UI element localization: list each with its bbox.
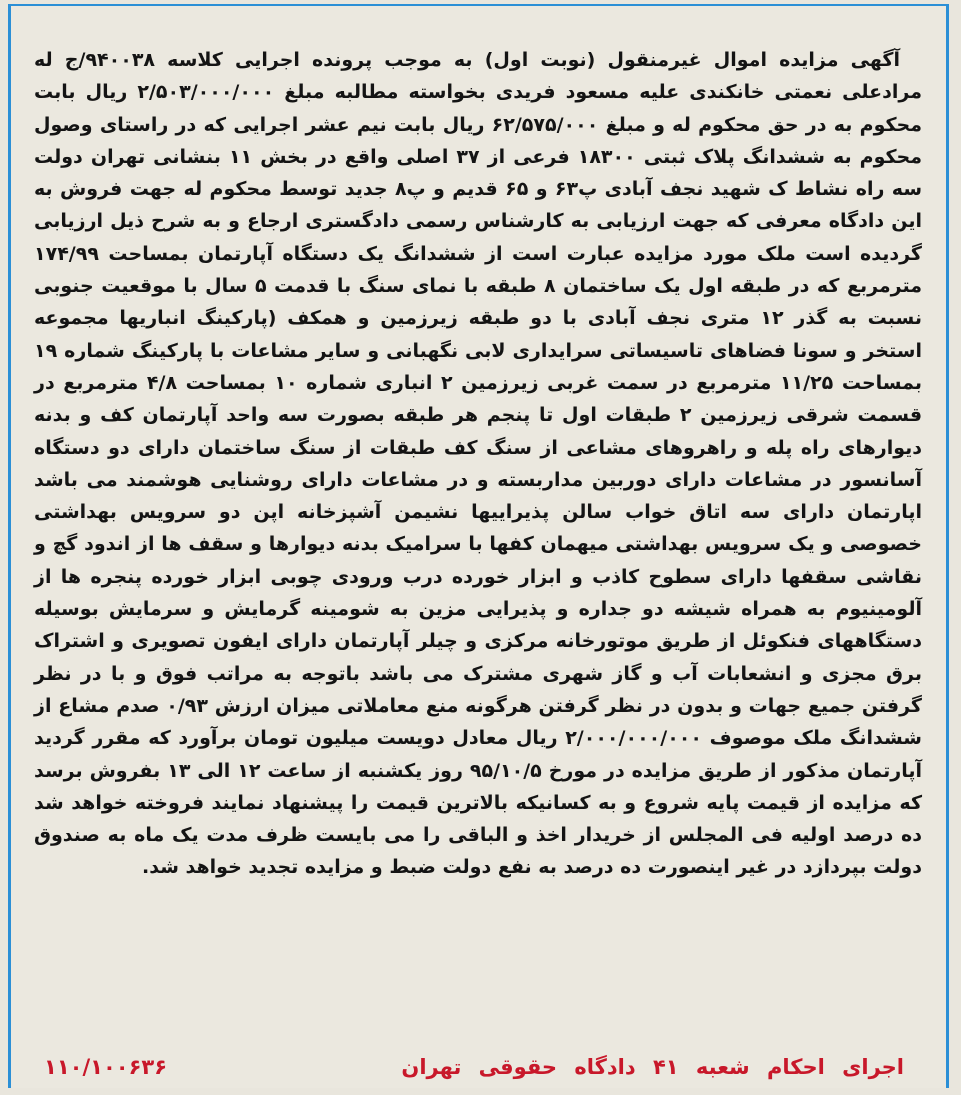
auction-notice <box>34 44 922 884</box>
issuer-signature: اجرای احکام شعبه ۴۱ دادگاه حقوقی تهران <box>401 1055 904 1079</box>
notice-body: آگهی مزایده اموال غیرمنقول (نوبت اول) به موجب پرونده اجرایی کلاسه ۹۴۰۰۳۸/ج له مرادعلی نعمتی خانکندی علیه مسعود فریدی بخواسته مطالبه مبلغ ۲/۵۰۳/۰۰۰/۰۰۰ ریال بابت محکوم به در حق محکوم له و مبلغ ۶۲/۵۷۵/۰۰۰ ریال بابت نیم عشر اجرایی که در راستای وصول محکوم به ششدانگ پلاک ثبتی ۱۸۳۰۰ فرعی از ۳۷ اصلی واقع در بخش ۱۱ بنشانی تهران دولت سه راه نشاط ک شهید نجف آبادی پ۶۳ و ۶۵ قدیم و پ۸ جدید توسط محکوم له جهت فروش به این دادگاه معرفی که جهت ارزیابی به کارشناس رسمی دادگستری ارجاع و به شرح ذیل ارزیابی گردیده است ملک مورد مزایده عبارت است از ششدانگ یک دستگاه آپارتمان بمساحت ۱۷۴/۹۹ مترمربع که در طبقه اول یک ساختمان ۸ طبقه با نمای سنگ با قدمت ۵ سال با موقعیت جنوبی نسبت به گذر ۱۲ متری نجف آبادی با دو طبقه زیرزمین و همکف (پارکینگ انباریها مجموعه استخر و سونا فضاهای تاسیساتی سرایداری لابی نگهبانی و سایر مشاعات با پارکینگ شماره ۱۹ بمساحت ۱۱/۲۵ مترمربع در سمت غربی زیرزمین ۲ انباری شماره ۱۰ بمساحت ۴/۸ مترمربع در قسمت شرقی زیرزمین ۲ طبقات اول تا پنجم هر طبقه بصورت سه واحد آپارتمان کف و بدنه دیوارهای راه پله و راهروهای مشاعی از سنگ کف طبقات از سنگ ساختمان دارای دو دستگاه آسانسور در مشاعات دارای دوربین مداربسته و در مشاعات دارای روشنایی هوشمند می باشد اپارتمان دارای سه اتاق خواب سالن پذیراییها نشیمن آشپزخانه اپن دو سرویس بهداشتی خصوصی و یک سرویس بهداشتی میهمان کفها با سرامیک بدنه دیوارها و سقف ها از اندود گچ و نقاشی سقفها دارای سطوح کاذب و ابزار خورده درب ورودی چوبی ابزار خورده پنجره ها از آلومینیوم به همراه شیشه دو جداره و پذیرایی مزین به شومینه گرمایش و سرمایش بوسیله دستگاههای فنکوئل از طریق موتورخانه مرکزی و چیلر آپارتمان دارای ایفون تصویری و اشتراک برق مجزی و انشعابات آب و گاز شهری مشترک می باشد باتوجه به مراتب فوق و با در نظر گرفتن جمیع جهات و بدون در نظر گرفتن هرگونه منع معاملاتی میزان ارزش ۰/۹۳ صدم مشاع از ششدانگ ملک موصوف ۲/۰۰۰/۰۰۰/۰۰۰ ریال معادل دویست میلیون تومان برآورد که مقرر گردید آپارتمان مذکور از طریق مزایده در مورخ ۹۵/۱۰/۵ روز یکشنبه از ساعت ۱۲ الی ۱۳ بفروش برسد که مزایده از قیمت پایه شروع و به کسانیکه بالاترین قیمت را پیشنهاد نمایند فروخته خواهد شد ده درصد اولیه فی المجلس از خریدار اخذ و الباقی را می بایست ظرف مدت یک ماه به صندوق دولت بپردازد در غیر اینصورت ده درصد به نفع دولت ضبط و مزایده تجدید خواهد شد. <box>34 49 923 879</box>
notice-footer <box>44 1050 904 1084</box>
reference-code: ۱۱۰/۱۰۰۶۳۶ <box>44 1055 168 1079</box>
